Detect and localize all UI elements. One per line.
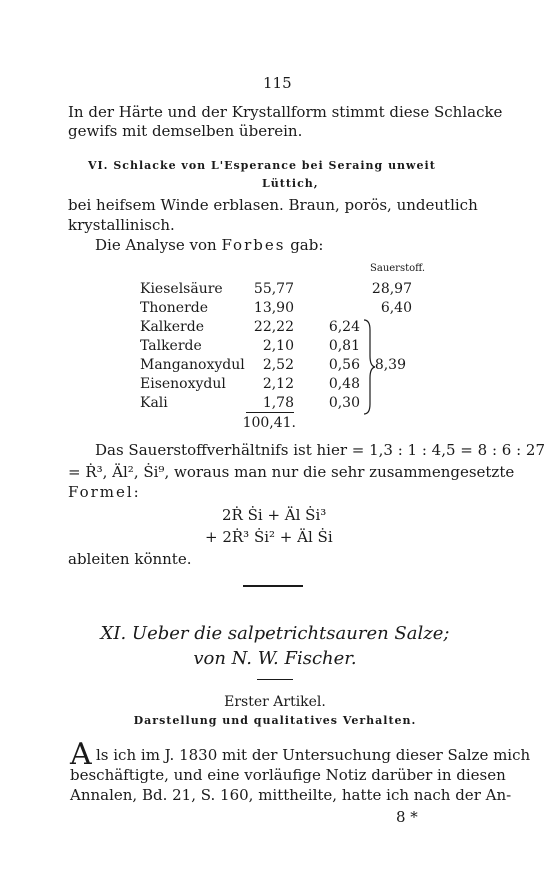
top-paragraph-line-2: gewifs mit demselben überein. [68, 122, 303, 140]
article-subtitle: Darstellung und qualitatives Verhalten. [133, 714, 417, 727]
section-vi-heading-cont: Lüttich, [262, 177, 319, 190]
table-row-value: 2,10 [262, 338, 294, 354]
section-divider [243, 585, 303, 587]
table-row-value: 55,77 [253, 281, 294, 297]
dropcap-letter: A [70, 737, 92, 772]
table-row-oxy-total: 6,40 [380, 300, 412, 316]
table-row-oxy: 0,30 [328, 395, 360, 411]
final-paragraph-line-2: beschäftigte, und eine vorläufige Notiz darüber in diesen [70, 766, 506, 784]
table-sum: 100,41. [242, 415, 296, 431]
signature-mark: 8 * [396, 808, 418, 826]
table-row-name: Kalkerde [140, 319, 204, 335]
chapter-author-pre: von [193, 648, 232, 669]
ableiten-line: ableiten könnte. [68, 550, 192, 568]
ratio-line-2: = Ṙ³, Äl², Ṡi⁹, woraus man nur die sehr zusammengesetzte [68, 463, 515, 481]
analysis-intro [95, 236, 323, 255]
formula-1: 2Ṙ Ṡi + Äl Ṡi³ [222, 506, 327, 524]
table-row-name: Thonerde [140, 300, 209, 316]
chapter-heading: XI. Ueber die salpetrichtsauren Salze; [100, 623, 450, 644]
chapter-author [0, 648, 550, 669]
paragraph-2-line-1: bei heifsem Winde erblasen. Braun, porös, undeutlich [68, 196, 478, 214]
ratio-line-1: Das Sauerstoffverhältnifs ist hier = 1,3 : 1 : 4,5 = 8 : 6 : 27 [95, 441, 545, 459]
table-row-name: Manganoxydul [140, 357, 245, 373]
table-row-value: 1,78 [262, 395, 294, 411]
table-row-name: Eisenoxydul [140, 376, 226, 392]
formula-2: + 2Ṙ³ Ṡi² + Äl Ṡi [205, 528, 333, 546]
ratio-line-3: Formel: [68, 483, 141, 501]
chapter-author-name: N. W. Fischer. [231, 648, 357, 669]
article-title: Erster Artikel. [224, 694, 326, 710]
brace-symbol [362, 318, 376, 416]
table-row-name: Kieselsäure [140, 281, 223, 297]
paragraph-2-line-2: krystallinisch. [68, 216, 175, 234]
table-row-value: 2,52 [262, 357, 294, 373]
table-row-oxy-total: 8,39 [374, 357, 406, 373]
table-row-name: Talkerde [140, 338, 202, 354]
final-paragraph-line-3: Annalen, Bd. 21, S. 160, mittheilte, hatte ich nach der An- [70, 786, 512, 804]
table-row-oxy: 6,24 [328, 319, 360, 335]
table-row-oxy-total: 28,97 [371, 281, 412, 297]
analysis-author: Forbes [221, 236, 286, 254]
sum-rule [246, 412, 294, 413]
table-row-value: 22,22 [253, 319, 294, 335]
sauerstoff-header: Sauerstoff. [370, 263, 426, 274]
analysis-intro-post: gab: [285, 236, 324, 254]
table-row-value: 2,12 [262, 376, 294, 392]
table-row-name: Kali [140, 395, 168, 411]
page-number: 115 [263, 74, 292, 92]
minor-divider [257, 679, 293, 680]
table-row-value: 13,90 [253, 300, 294, 316]
table-row-oxy: 0,81 [328, 338, 360, 354]
table-row-oxy: 0,56 [328, 357, 360, 373]
section-vi-heading: VI. Schlacke von L'Esperance bei Seraing unweit [88, 159, 436, 172]
table-row-oxy: 0,48 [328, 376, 360, 392]
analysis-intro-pre: Die Analyse von [95, 236, 222, 254]
final-paragraph-line-1: ls ich im J. 1830 mit der Untersuchung dieser Salze mich [96, 746, 531, 764]
top-paragraph-line-1: In der Härte und der Krystallform stimmt diese Schlacke [68, 103, 503, 121]
